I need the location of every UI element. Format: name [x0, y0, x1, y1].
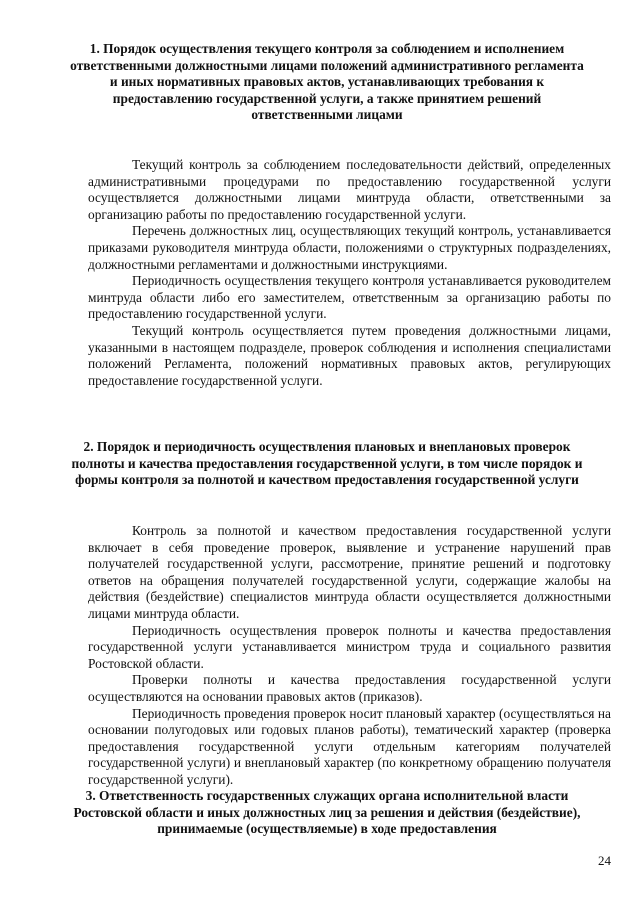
- section-1-body: [88, 157, 611, 389]
- paragraph: Периодичность осуществления проверок полноты и качества предоставления государственной услуги устанавливается министром труда и социального развития Ростовской области.: [88, 622, 611, 671]
- paragraph: Текущий контроль осуществляется путем проведения должностными лицами, указанными в настоящем подразделе, проверок соблюдения и исполнения специалистами положений Регламента, положений нормативных правовых актов, регулирующих предоставление государственной услуги.: [88, 322, 611, 388]
- paragraph: Контроль за полнотой и качеством предоставления государственной услуги включает в себя проведение проверок, выявление и устранение нарушений прав получателей государственной услуги, рассмотрение, принятие решений и подготовку ответов на обращения получателей государственной услуги, содержащие жалобы на действия (бездействие) специалистов минтруда области осуществляется должностными лицами минтруда области.: [88, 523, 611, 621]
- paragraph: Периодичность проведения проверок носит плановый характер (осуществляться на основании полугодовых или годовых планов работы), тематический характер (проверка предоставления государственной услуги отдельным категориям получателей государственной услуги) и внеплановый характер (по конкретному обращению получателя государственной услуги).: [88, 705, 611, 787]
- paragraph: Проверки полноты и качества предоставления государственной услуги осуществляются на основании правовых актов (приказов).: [88, 672, 611, 704]
- section-3-heading: 3. Ответственность государственных служащих органа исполнительной власти Ростовской области и иных должностных лиц за решения и действия (бездействие), принимаемые (осуществляемые) в ходе предоставления: [73, 788, 581, 837]
- page-number: 24: [598, 853, 611, 868]
- paragraph: Периодичность осуществления текущего контроля устанавливается руководителем минтруда области либо его заместителем, ответственным за организацию работы по предоставлению государственной услуги.: [88, 273, 611, 322]
- paragraph: Текущий контроль за соблюдением последовательности действий, определенных административными процедурами по предоставлению государственной услуги осуществляется должностными лицами минтруда области, ответственными за организацию работы по предоставлению государственной услуги.: [88, 157, 611, 222]
- section-2-body: [88, 523, 611, 789]
- section-2-heading: 2. Порядок и периодичность осуществления плановых и внеплановых проверок полноты и качества предоставления государственной услуги, в том числе порядок и формы контроля за полнотой и качеством предоставления государственной услуги: [71, 439, 583, 488]
- section-1-heading: 1. Порядок осуществления текущего контроля за соблюдением и исполнением ответственными должностными лицами положений административного регламента и иных нормативных правовых актов, устанавливающих требования к предоставлению государственной услуги, а также принятием решений ответственными лицами: [70, 41, 584, 123]
- paragraph: Перечень должностных лиц, осуществляющих текущий контроль, устанавливается приказами руководителя минтруда области, положениями о структурных подразделениях, должностными регламентами и должностными инструкциями.: [88, 223, 611, 272]
